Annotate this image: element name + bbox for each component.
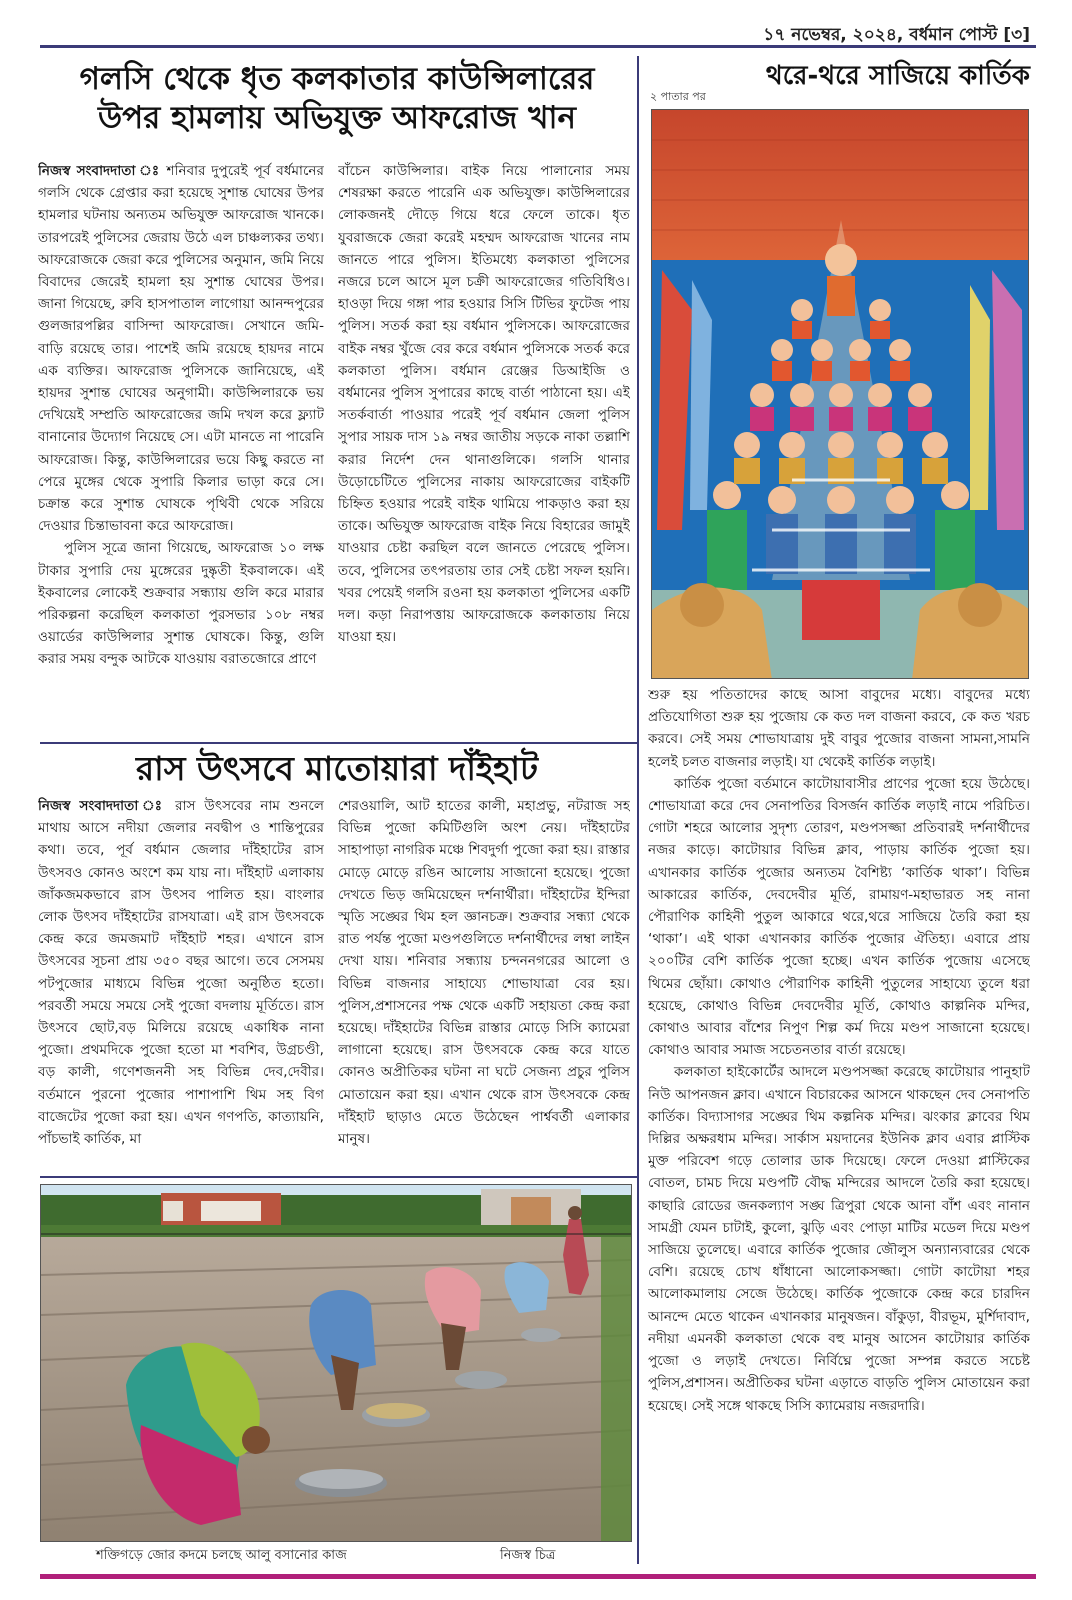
- story3-headline: থরে-থরে সাজিয়ে কার্তিক: [765, 61, 1030, 91]
- story3-p1: শুরু হয় পতিতাদের কাছে আসা বাবুদের মধ্যে। বাবুদের মধ্যে প্রতিযোগিতা শুরু হয় পুজোয় কে কত দল বাজনা করবে, কে কত খরচ করবে। সেই সময় শোভাযাত্রায় দুই বাবুর পুজোর বাজনা সামনা,সামনি হলেই চলত বাজনার লড়াই। যা থেকেই কার্তিক লড়াই।: [648, 687, 1030, 770]
- story1-headline: [40, 60, 634, 138]
- header-rule: [40, 45, 1036, 48]
- footer-rule: [40, 1574, 1036, 1579]
- story1-col2-p1: বাঁচেন কাউন্সিলার। বাইক নিয়ে পালানোর সময় শেষরক্ষা করতে পারেনি এক অভিযুক্ত। কাউন্সিলারের লোকজনই দৌড়ে গিয়ে ধরে ফেলে তাকে। ধৃত যুবরাজকে জেরা করেই মহম্মদ আফরোজ খানের নাম জানতে পারে পুলিস। ইতিমধ্যে কলকাতা পুলিসের নজরে চলে আসে মূল চক্রী আফরোজের গতিবিধিও। হাওড়া দিয়ে গঙ্গা পার হওয়ার সিসি টিভির ফুটেজ পায় পুলিস। সতর্ক করা হয় বর্ধমান পুলিসকে। আফরোজের বাইক নম্বর খুঁজে বের করে বর্ধমান পুলিসকে সতর্ক করে কলকাতা পুলিস। বর্ধমান রেঞ্জের ডিআইজি ও বর্ধমানের পুলিস সুপারের কাছে বার্তা পাঠানো হয়। এই সতর্কবার্তা পাওয়ার পরেই পূর্ব বর্ধমান জেলা পুলিস সুপার সায়ক দাস ১৯ নম্বর জাতীয় সড়কে নাকা তল্লাশি করার নির্দেশ দেন থানাগুলিকে। গলসি থানার উড়োচেটিতে পুলিসের নাকায় আফরোজের বাইকটি চিহ্নিত হওয়ার পরেই বাইক থামিয়ে পাকড়াও করা হয় তাকে। অভিযুক্ত আফরোজ বাইক নিয়ে বিহারের জামুই যাওয়ার চেষ্টা করছিল বলে জানতে পেরেছে পুলিস। তবে, পুলিসের তৎপরতায় তার সেই চেষ্টা সফল হয়নি। খবর পেয়েই গলসি রওনা হয় কলকাতা পুলিসের একটি দল। কড়া নিরাপত্তায় আফরোজকে কলকাতায় নিয়ে যাওয়া হয়।: [338, 163, 630, 646]
- header-date-page: ১৭ নভেম্বর, ২০২৪, বর্ধমান পোস্ট [৩]: [763, 25, 1030, 45]
- column-divider: [637, 56, 639, 1564]
- story2-headline: রাস উৎসবে মাতোয়ারা দাঁইহাট: [136, 749, 538, 788]
- story3-continued-note: ২ পাতার পর: [650, 90, 706, 103]
- photo-caption: শক্তিগড়ে জোর কদমে চলছে আলু বসানোর কাজ: [96, 1548, 347, 1563]
- story1-bottom-rule: [40, 742, 637, 744]
- story1-headline-line2: উপর হামলায় অভিযুক্ত আফরোজ খান: [98, 99, 576, 136]
- story3-body: [648, 684, 1030, 1566]
- story1-column1: [38, 160, 324, 738]
- story2-byline: নিজস্ব সংবাদদাতা ঃ: [38, 798, 167, 814]
- story2-column1: [38, 795, 324, 1171]
- story2-col1-p1: রাস উৎসবের নাম শুনলে মাথায় আসে নদীয়া জেলার নবদ্বীপ ও শান্তিপুরের কথা। তবে, পূর্ব বর্ধমান জেলার দাঁইহাটের রাস উৎসবও কোনও অংশে কম যায় না। দাঁইহাট এলাকায় জাঁকজমকভাবে রাস উৎসব পালিত হয়। বাংলার লোক উৎসব দাঁইহাটের রাসযাত্রা। এই রাস উৎসবকে কেন্দ্র করে জমজমাট দাঁইহাট শহর। এখানে রাস উৎসবের সূচনা প্রায় ৩৫০ বছর আগে। তবে সেসময় পটপুজোর মাধ্যমে বিভিন্ন পুজো অনুষ্ঠিত হতো। পরবর্তী সময়ে সময়ে সেই পুজো বদলায় মূর্তিতে। রাস উৎসবে ছোট,বড় মিলিয়ে রয়েছে একাধিক নানা পুজো। প্রথমদিকে পুজো হতো মা শবশিব, উগ্রচণ্ডী, বড় কালী, গণেশজননী সহ বিভিন্ন দেব,দেবীর। বর্তমানে পুরনো পুজোর পাশাপাশি থিম সহ বিগ বাজেটের পুজো করা হয়। এখন গণপতি, কাত্যায়নি, পাঁচভাই কার্তিক, মা: [38, 798, 324, 1148]
- photo-credit: নিজস্ব চিত্র: [500, 1548, 556, 1563]
- story1-byline: নিজস্ব সংবাদদাতা ঃ: [38, 163, 161, 179]
- story2-bottom-rule: [40, 1176, 637, 1178]
- story2-col2-p1: শেরওয়ালি, আট হাতের কালী, মহাপ্রভু, নটরাজ সহ বিভিন্ন পুজো কমিটিগুলি অংশ নেয়। দাঁইহাটের সাহাপাড়া নাগরিক মঞ্চে শিবদুর্গা পুজো করা হয়। রাস্তার মোড়ে মোড়ে রঙিন আলোয় সাজানো হয়েছে। পুজো দেখতে ভিড় জমিয়েছেন দর্শনার্থীরা। দাঁইহাটের ইন্দিরা স্মৃতি সঙ্ঘের থিম হল জ্ঞানচক্র। শুক্রবার সন্ধ্যা থেকে রাত পর্যন্ত পুজো মণ্ডপগুলিতে দর্শনার্থীদের লম্বা লাইন দেখা যায়। শনিবার সন্ধ্যায় চন্দননগরের আলো ও বিভিন্ন বাজনার সাহায্যে শোভাযাত্রা বের হয়। পুলিস,প্রশাসনের পক্ষ থেকে একটি সহায়তা কেন্দ্র করা হয়েছে। দাঁইহাটের বিভিন্ন রাস্তার মোড়ে সিসি ক্যামেরা লাগানো হয়েছে। রাস উৎসবকে কেন্দ্র করে যাতে কোনও অপ্রীতিকর ঘটনা না ঘটে সেজন্য প্রচুর পুলিস মোতায়েন করা হয়। এখান থেকে রাস উৎসবকে কেন্দ্র দাঁইহাট ছাড়াও মেতে উঠেছেন পার্শ্ববর্তী এলাকার মানুষ।: [338, 798, 630, 1148]
- story1-headline-line1: গলসি থেকে ধৃত কলকাতার কাউন্সিলারের: [79, 61, 595, 97]
- story2-column2: [338, 795, 630, 1171]
- story1-col1-p1: শনিবার দুপুরেই পূর্ব বর্ধমানের গলসি থেকে গ্রেপ্তার করা হয়েছে সুশান্ত ঘোষের উপর হামলার ঘটনায় অন্যতম অভিযুক্ত আফরোজ খানকে। তারপরেই পুলিসের জেরায় উঠে এল চাঞ্চল্যকর তথ্য। আফরোজকে জেরা করে পুলিসের অনুমান, জমি নিয়ে বিবাদের জেরেই হামলা হয় সুশান্ত ঘোষের উপর। জানা গিয়েছে, রুবি হাসপাতাল লাগোয়া আনন্দপুরের গুলজারপল্লির বাসিন্দা আফরোজ। সেখানে জমি-বাড়ি রয়েছে তার। পাশেই জমি রয়েছে হায়দর নামে এক ব্যক্তির। আফরোজ পুলিসকে জানিয়েছে, এই হায়দর সুশান্ত ঘোষের অনুগামী। কাউন্সিলারকে ভয় দেখিয়েই সম্প্রতি আফরোজের জমি দখল করে ফ্ল্যাট বানানোর উদ্যোগ নিয়েছে সে। এটা মানতে না পারেনি আফরোজ। কিন্তু, কাউন্সিলারের ভয়ে কিছু করতে না পেরে মুঙ্গের থেকে সুপারি কিলার ভাড়া করে সে। চক্রান্ত করে সুশান্ত ঘোষকে পৃথিবী থেকে সরিয়ে দেওয়ার চিন্তাভাবনা করে আফরোজ।: [38, 163, 324, 535]
- page-header: [40, 18, 1036, 48]
- story3-p3: কলকাতা হাইকোর্টের আদলে মণ্ডপসজ্জা করেছে কাটোয়ার পানুহাট নিউ আপনজন ক্লাব। এখানে বিচারকের আসনে থাকছেন দেব সেনাপতি কার্তিক। বিদ্যাসাগর সঙ্ঘের থিম কল্পনিক মন্দির। ঝংকার ক্লাবের থিম দিল্লির অক্ষরধাম মন্দির। সার্কাস ময়দানের ইউনিক ক্লাব এবার প্লাস্টিক মুক্ত পরিবেশ গড়ে তোলার ডাক দিয়েছে। ফেলে দেওয়া প্লাস্টিকের বোতল, চামচ দিয়ে মণ্ডপটি বৌদ্ধ মন্দিরের আদলে তৈরি করা হয়েছে। কাছারি রোডের জনকল্যাণ সঙ্ঘ ত্রিপুরা থেকে আনা বাঁশ এবং নানান সামগ্রী যেমন চাটাই, কুলো, ঝুড়ি এবং পোড়া মাটির মডেল দিয়ে মণ্ডপ সাজিয়ে তুলেছে। এবারে কার্তিক পুজোর জৌলুস অন্যান্যবারের থেকে বেশি। রয়েছে চোখ ধাঁধানো আলোকসজ্জা। গোটা কাটোয়া শহর আলোকমালায় সেজে উঠেছে। কার্তিক পুজোকে কেন্দ্র করে চারদিন আনন্দে মেতে থাকেন এখানকার মানুষজন। বাঁকুড়া, বীরভূম, মুর্শিদাবাদ, নদীয়া এমনকী কলকাতা থেকে বহু মানুষ আসেন কাটোয়ার কার্তিক পুজো ও লড়াই দেখতে। নির্বিঘ্নে পুজো সম্পন্ন করতে সচেষ্ট পুলিস,প্রশাসন। অপ্রীতিকর ঘটনা এড়াতে বাড়তি পুলিস মোতায়েন করা হয়েছে। সেই সঙ্গে থাকছে সিসি ক্যামেরায় নজরদারি।: [648, 1064, 1030, 1414]
- story1-column2: [338, 160, 630, 738]
- story3-p2: কার্তিক পুজো বর্তমানে কাটোয়াবাসীর প্রাণের পুজো হয়ে উঠেছে। শোভাযাত্রা করে দেব সেনাপতির বিসর্জন কার্তিক লড়াই নামে পরিচিত। গোটা শহরে আলোর সুদৃশ্য তোরণ, মণ্ডপসজ্জা প্রতিবারই দর্শনার্থীদের নজর কাড়ে। কাটোয়ার বিভিন্ন ক্লাব, পাড়ায় কার্তিক পুজো হয়। এখানকার কার্তিক পুজোর অন্যতম বৈশিষ্ট্য ‘কার্তিক থাকা’। বিভিন্ন আকারের কার্তিক, দেবদেবীর মূর্তি, রামায়ণ-মহাভারত সহ নানা পৌরাণিক কাহিনী পুতুল আকারে থরে,থরে সাজিয়ে তৈরি করা হয় ‘থাকা’। এই থাকা এখানকার কার্তিক পুজোর ঐতিহ্য। এবারে প্রায় ২০০টির বেশি কার্তিক পুজো হচ্ছে। এখন কার্তিক পুজোয় এসেছে থিমের ছোঁয়া। কোথাও পৌরাণিক কাহিনী পুতুলের সাহায্যে তুলে ধরা হয়েছে, কোথাও বিভিন্ন দেবদেবীর মূর্তি, কোথাও কাল্পনিক মন্দির, কোথাও আবার বাঁশের নিপুণ শিল্প কর্ম দিয়ে মণ্ডপ সাজানো হয়েছে। কোথাও আবার সমাজ সচেতনতার বার্তা রয়েছে।: [648, 775, 1030, 1059]
- potato-planting-photo: [40, 1184, 632, 1542]
- kartik-idol-photo: [651, 109, 1029, 679]
- story1-col1-p2: পুলিস সূত্রে জানা গিয়েছে, আফরোজ ১০ লক্ষ টাকার সুপারি দেয় মুঙ্গেরের দুষ্কৃতী ইকবালকে। এই ইকবালের লোকেই শুক্রবার সন্ধ্যায় গুলি করে মারার পরিকল্পনা করেছিল কলকাতা পুরসভার ১০৮ নম্বর ওয়ার্ডের কাউন্সিলার সুশান্ত ঘোষকে। কিন্তু, গুলি করার সময় বন্দুক আটকে যাওয়ায় বরাতজোরে প্রাণে: [38, 540, 324, 668]
